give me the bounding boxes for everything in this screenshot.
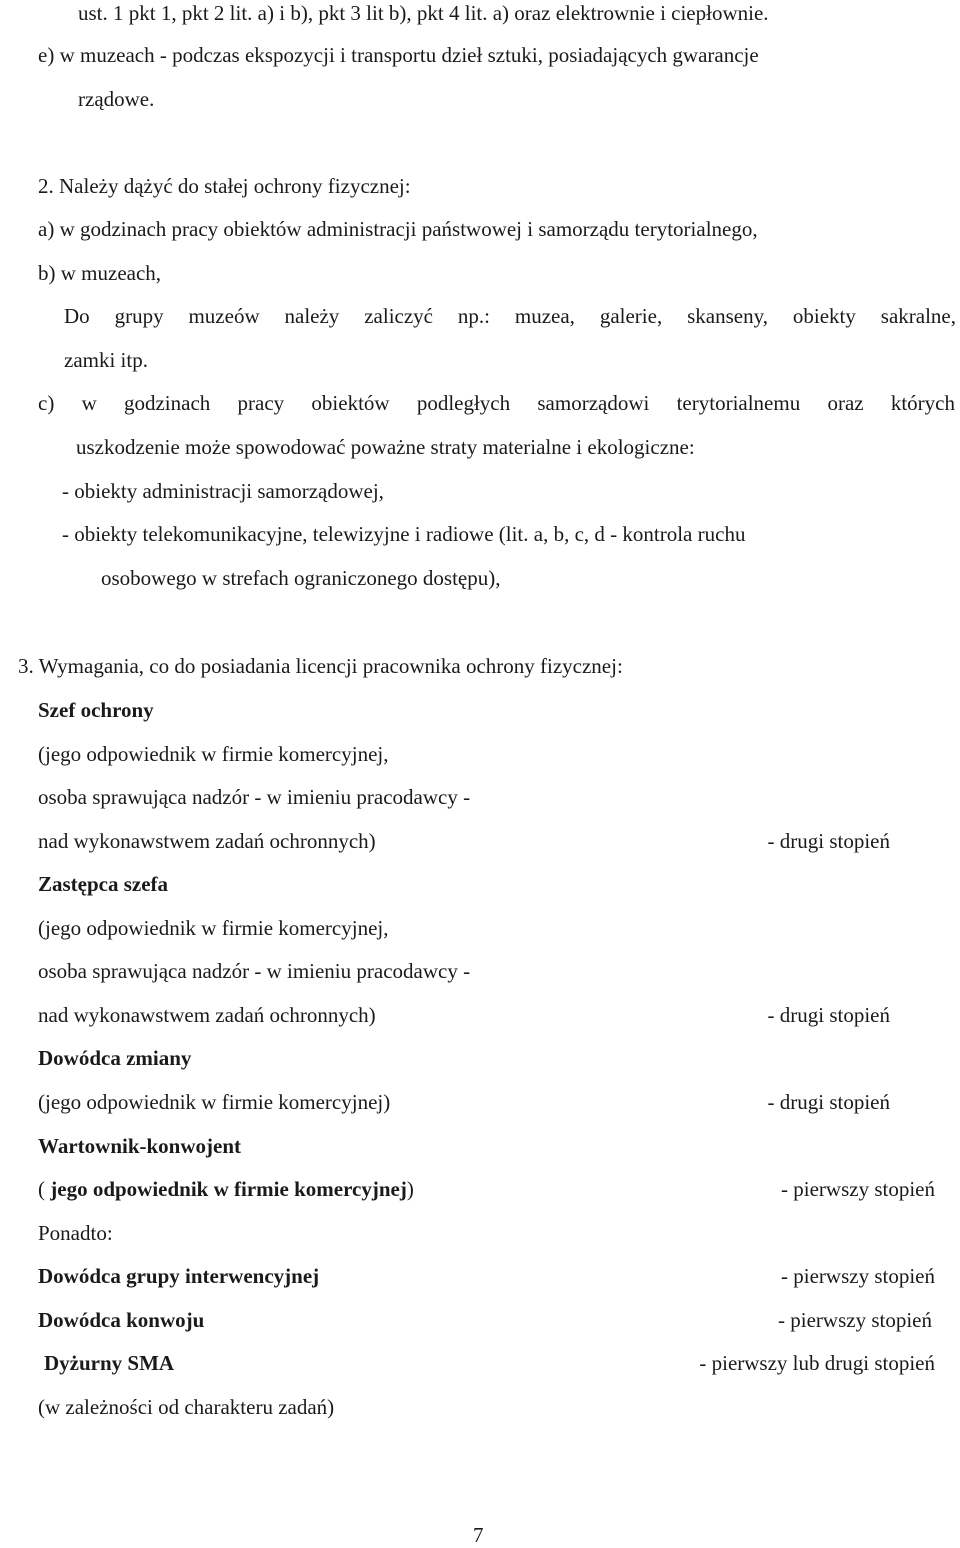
license-level: - drugi stopień bbox=[767, 1003, 890, 1027]
role-title-wartownik: Wartownik-konwojent bbox=[38, 1134, 242, 1158]
role-desc bbox=[38, 1176, 414, 1202]
paren-open: ( bbox=[38, 1177, 51, 1201]
role-desc: osoba sprawująca nadzór - w imieniu pracodawcy - bbox=[38, 959, 471, 983]
list-item-e: e) w muzeach - podczas ekspozycji i transportu dzieł sztuki, posiadających gwarancje bbox=[38, 43, 759, 67]
museum-note-cont: zamki itp. bbox=[64, 348, 148, 372]
dash-item: - obiekty telekomunikacyjne, telewizyjne i radiowe (lit. a, b, c, d - kontrola ruchu bbox=[62, 522, 746, 546]
role-desc: (w zależności od charakteru zadań) bbox=[38, 1395, 335, 1419]
role-title-szef: Szef ochrony bbox=[38, 698, 154, 722]
page-number: 7 bbox=[473, 1523, 484, 1547]
dash-item: - obiekty administracji samorządowej, bbox=[62, 479, 384, 503]
role-desc: (jego odpowiednik w firmie komercyjnej, bbox=[38, 916, 389, 940]
role-desc: nad wykonawstwem zadań ochronnych) bbox=[38, 1003, 376, 1027]
section-2-heading: 2. Należy dążyć do stałej ochrony fizycznej: bbox=[38, 174, 411, 198]
section-3-heading: 3. Wymagania, co do posiadania licencji pracownika ochrony fizycznej: bbox=[18, 654, 623, 678]
museum-note: Do grupy muzeów należy zaliczyć np.: muzea, galerie, skanseny, obiekty sakralne, bbox=[64, 304, 956, 328]
list-item-e-cont: rządowe. bbox=[78, 87, 155, 111]
role-title-grupa: Dowódca grupy interwencyjnej bbox=[38, 1264, 320, 1288]
license-level: - pierwszy stopień bbox=[778, 1308, 932, 1332]
role-title-zastepca: Zastępca szefa bbox=[38, 872, 169, 896]
license-level: - drugi stopień bbox=[767, 829, 890, 853]
section-2-item-b: b) w muzeach, bbox=[38, 261, 162, 285]
ponadto-label: Ponadto: bbox=[38, 1221, 113, 1245]
section-2-item-c-cont: uszkodzenie może spowodować poważne straty materialne i ekologiczne: bbox=[76, 435, 695, 459]
role-desc: osoba sprawująca nadzór - w imieniu pracodawcy - bbox=[38, 785, 471, 809]
section-2-item-c: c) w godzinach pracy obiektów podległych samorządowi terytorialnemu oraz których bbox=[38, 391, 955, 415]
dash-item-cont: osobowego w strefach ograniczonego dostępu), bbox=[101, 566, 501, 590]
role-desc-bold: jego odpowiednik w firmie komercyjnej bbox=[50, 1177, 407, 1201]
role-title-dowodca-zmiany: Dowódca zmiany bbox=[38, 1046, 192, 1070]
role-desc: (jego odpowiednik w firmie komercyjnej) bbox=[38, 1090, 391, 1114]
role-title-konwoj: Dowódca konwoju bbox=[38, 1308, 205, 1332]
paren-close: ) bbox=[406, 1177, 414, 1201]
license-level: - drugi stopień bbox=[767, 1090, 890, 1114]
license-level: - pierwszy stopień bbox=[781, 1264, 935, 1288]
license-level: - pierwszy stopień bbox=[781, 1177, 935, 1201]
prev-list-line: ust. 1 pkt 1, pkt 2 lit. a) i b), pkt 3 lit b), pkt 4 lit. a) oraz elektrownie i ciepłownie. bbox=[78, 1, 769, 25]
role-desc: (jego odpowiednik w firmie komercyjnej, bbox=[38, 742, 389, 766]
role-title-dyzurny: Dyżurny SMA bbox=[44, 1351, 175, 1375]
role-desc: nad wykonawstwem zadań ochronnych) bbox=[38, 829, 376, 853]
license-level: - pierwszy lub drugi stopień bbox=[699, 1351, 935, 1375]
section-2-item-a: a) w godzinach pracy obiektów administracji państwowej i samorządu terytorialnego, bbox=[38, 217, 758, 241]
